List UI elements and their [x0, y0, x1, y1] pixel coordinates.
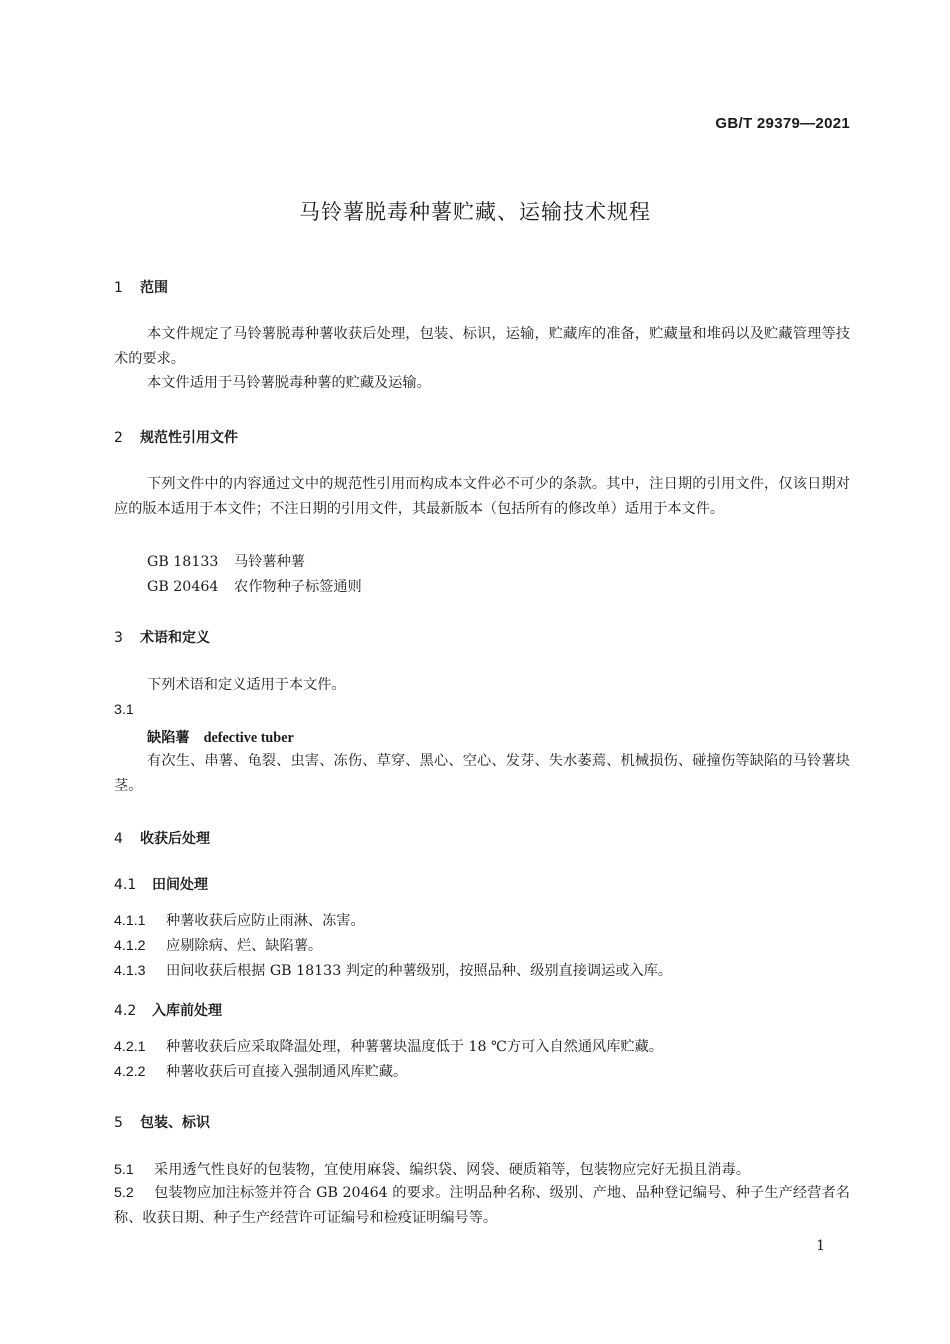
section-1-heading — [114, 277, 168, 297]
terms-intro-paragraph: 下列术语和定义适用于本文件。 — [147, 677, 346, 693]
clause-text: 包装物应加注标签并符合 GB 20464 的要求。注明品种名称、级别、产地、品种登记编号、种子生产经营者名称、收获日期、种子生产经营许可证编号和检疫证明编号等。 — [114, 1185, 850, 1226]
section-2-heading — [114, 427, 238, 447]
section-number: 1 — [114, 280, 123, 296]
subsection-number: 4.2 — [114, 1003, 137, 1019]
section-title: 范围 — [140, 280, 168, 296]
scope-paragraph-1: 本文件规定了马铃薯脱毒种薯收获后处理，包装、标识，运输，贮藏库的准备，贮藏量和堆码以及贮藏管理等技术的要求。 — [114, 326, 850, 367]
section-title: 规范性引用文件 — [140, 430, 238, 446]
reference-code: GB 20464 — [147, 579, 219, 595]
subsection-title: 田间处理 — [152, 877, 208, 893]
clause-number: 5.2 — [114, 1185, 134, 1201]
section-number: 3 — [114, 630, 123, 646]
section-5-heading — [114, 1112, 210, 1132]
clause-number: 4.1.3 — [114, 963, 146, 979]
section-number: 5 — [114, 1115, 123, 1131]
term-english: defective tuber — [203, 730, 294, 746]
document-title: 马铃薯脱毒种薯贮藏、运输技术规程 — [299, 200, 651, 224]
clause-number: 4.2.2 — [114, 1064, 146, 1080]
reference-code: GB 18133 — [147, 554, 219, 570]
section-4-heading — [114, 828, 210, 848]
clause-text: 田间收获后根据 GB 18133 判定的种薯级别，按照品种、级别直接调运或入库。 — [166, 963, 673, 979]
section-3-heading — [114, 627, 210, 647]
clause-5-1 — [114, 1159, 750, 1179]
section-number: 4 — [114, 831, 123, 847]
clause-number: 5.1 — [114, 1162, 134, 1178]
clause-4-2-2 — [114, 1061, 407, 1081]
reference-item — [147, 576, 362, 596]
clause-number: 4.1.2 — [114, 938, 146, 954]
clause-4-1-3 — [114, 960, 672, 980]
normative-references-paragraph: 下列文件中的内容通过文中的规范性引用而构成本文件必不可少的条款。其中，注日期的引用文件，仅该日期对应的版本适用于本文件；不注日期的引用文件，其最新版本（包括所有的修改单）适用于本文件。 — [114, 476, 850, 517]
clause-text: 应剔除病、烂、缺陷薯。 — [166, 938, 323, 954]
term-chinese: 缺陷薯 — [147, 730, 190, 746]
standard-code: GB/T 29379—2021 — [715, 115, 850, 132]
clause-text: 种薯收获后应防止雨淋、冻害。 — [166, 913, 365, 929]
clause-5-2 — [114, 1181, 850, 1230]
clause-4-1-1 — [114, 910, 365, 930]
reference-name: 马铃薯种薯 — [234, 554, 305, 570]
section-number: 2 — [114, 430, 123, 446]
term-number: 3.1 — [114, 702, 134, 718]
clause-4-2-1 — [114, 1036, 663, 1056]
subsection-title: 入库前处理 — [152, 1003, 222, 1019]
clause-text: 种薯收获后应采取降温处理，种薯薯块温度低于 18 ℃方可入自然通风库贮藏。 — [166, 1039, 663, 1055]
page-number: 1 — [816, 1238, 825, 1254]
clause-number: 4.1.1 — [114, 913, 146, 929]
section-title: 包装、标识 — [140, 1115, 210, 1131]
subsection-number: 4.1 — [114, 877, 137, 893]
subsection-4-2-heading — [114, 1000, 222, 1020]
clause-text: 采用透气性良好的包装物，宜使用麻袋、编织袋、网袋、硬质箱等，包装物应完好无损且消毒。 — [154, 1162, 750, 1178]
term-entry — [147, 727, 294, 747]
reference-name: 农作物种子标签通则 — [234, 579, 362, 595]
clause-number: 4.2.1 — [114, 1039, 146, 1055]
section-title: 收获后处理 — [140, 831, 210, 847]
subsection-4-1-heading — [114, 874, 208, 894]
scope-paragraph-2: 本文件适用于马铃薯脱毒种薯的贮藏及运输。 — [147, 375, 431, 391]
clause-text: 种薯收获后可直接入强制通风库贮藏。 — [166, 1064, 408, 1080]
section-title: 术语和定义 — [140, 630, 210, 646]
reference-item — [147, 551, 305, 571]
term-definition: 有次生、串薯、龟裂、虫害、冻伤、草穿、黑心、空心、发芽、失水萎蔫、机械损伤、碰撞伤等缺陷的马铃薯块茎。 — [114, 753, 850, 794]
clause-4-1-2 — [114, 935, 322, 955]
